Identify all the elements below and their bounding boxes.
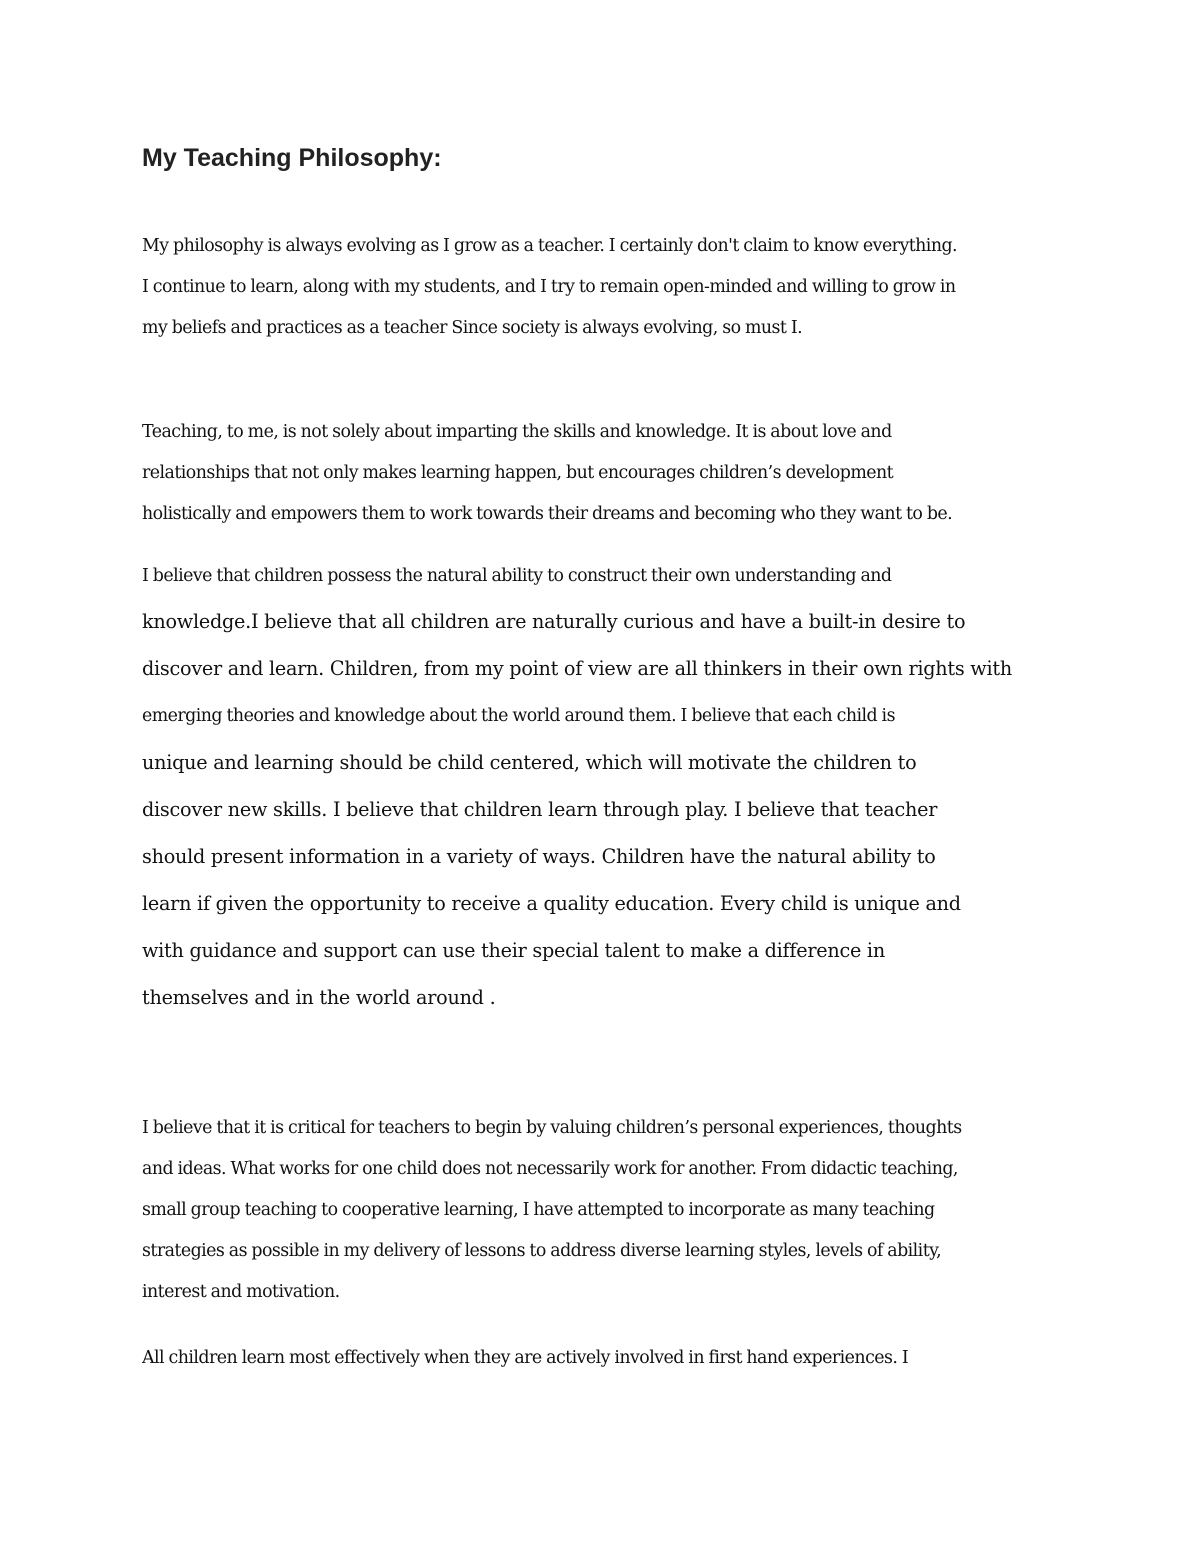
document-title: My Teaching Philosophy: bbox=[142, 144, 442, 172]
text-line: Teaching, to me, is not solely about imparting the skills and knowledge. It is about love and bbox=[142, 422, 892, 442]
text-line: interest and motivation. bbox=[142, 1282, 340, 1302]
text-line: with guidance and support can use their special talent to make a difference in bbox=[142, 939, 885, 962]
text-line: unique and learning should be child centered, which will motivate the children to bbox=[142, 751, 917, 774]
text-line: themselves and in the world around . bbox=[142, 986, 496, 1009]
text-line: should present information in a variety of ways. Children have the natural ability to bbox=[142, 845, 936, 868]
text-line: strategies as possible in my delivery of lessons to address diverse learning styles, levels of ability, bbox=[142, 1241, 942, 1261]
text-line: discover new skills. I believe that children learn through play. I believe that teacher bbox=[142, 798, 938, 821]
text-line: discover and learn. Children, from my point of view are all thinkers in their own rights with bbox=[142, 657, 1012, 680]
text-line: I continue to learn, along with my students, and I try to remain open-minded and willing to grow in bbox=[142, 277, 956, 297]
text-line: All children learn most effectively when they are actively involved in first hand experiences. I bbox=[142, 1348, 909, 1368]
text-line: and ideas. What works for one child does not necessarily work for another. From didactic teaching, bbox=[142, 1159, 958, 1179]
text-line: knowledge.I believe that all children are naturally curious and have a built-in desire to bbox=[142, 610, 966, 633]
text-line: emerging theories and knowledge about the world around them. I believe that each child is bbox=[142, 706, 895, 726]
text-line: I believe that children possess the natural ability to construct their own understanding and bbox=[142, 566, 892, 586]
text-line: my beliefs and practices as a teacher Since society is always evolving, so must I. bbox=[142, 318, 803, 338]
text-line: learn if given the opportunity to receive a quality education. Every child is unique and bbox=[142, 892, 961, 915]
text-line: holistically and empowers them to work towards their dreams and becoming who they want to be. bbox=[142, 504, 953, 524]
text-line: small group teaching to cooperative learning, I have attempted to incorporate as many teaching bbox=[142, 1200, 935, 1220]
text-line: I believe that it is critical for teachers to begin by valuing children’s personal experiences, thoughts bbox=[142, 1118, 962, 1138]
text-line: My philosophy is always evolving as I grow as a teacher. I certainly don't claim to know everything. bbox=[142, 236, 958, 256]
text-line: relationships that not only makes learning happen, but encourages children’s development bbox=[142, 463, 894, 483]
